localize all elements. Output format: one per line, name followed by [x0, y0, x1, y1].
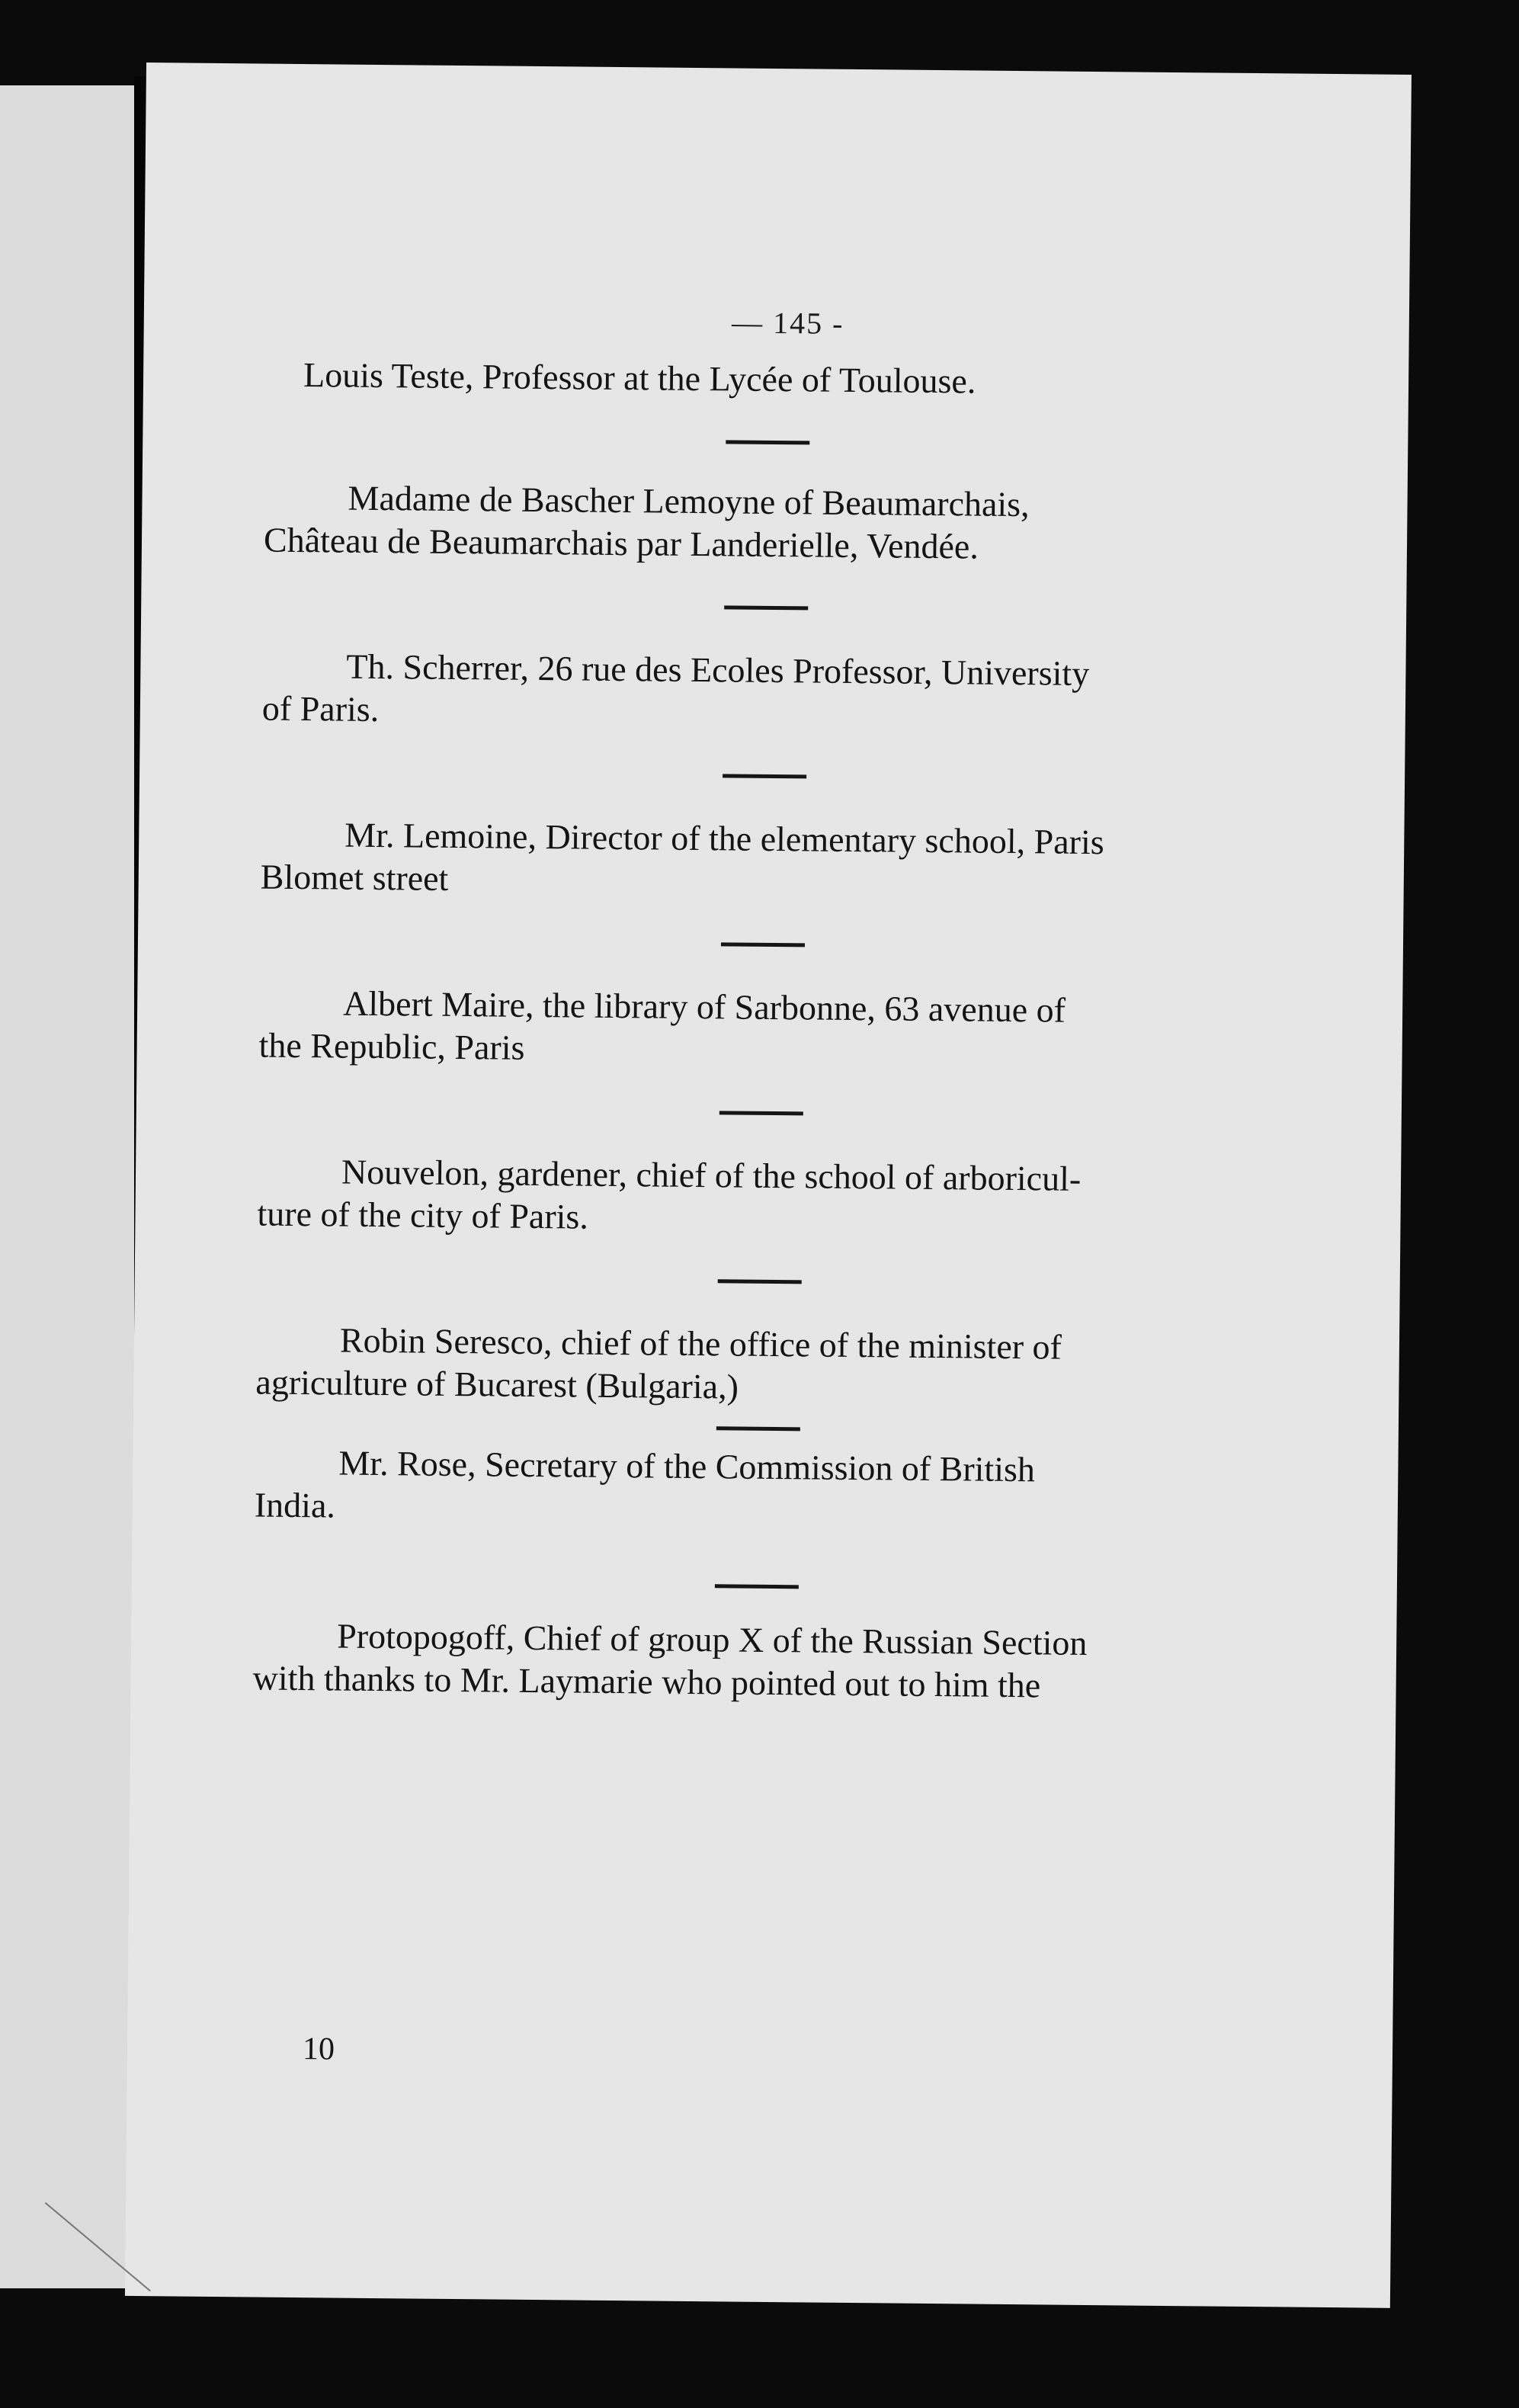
- entry-line: Albert Maire, the library of Sarbonne, 63 avenue of: [342, 983, 1066, 1030]
- entry-nouvelon: [257, 1150, 1264, 1246]
- separator-rule: [721, 942, 805, 947]
- entry-line: Blomet street: [260, 857, 449, 898]
- entry-teste: [265, 354, 1271, 406]
- entry-rose: [255, 1441, 1261, 1536]
- separator-rule: [723, 774, 806, 778]
- entry-scherrer: [262, 645, 1269, 740]
- page-number: — 145 -: [731, 305, 844, 341]
- left-page-edge: [0, 85, 134, 2288]
- entry-lemoine: [261, 813, 1267, 909]
- book-page: [125, 63, 1412, 2308]
- entry-line: of Paris.: [261, 688, 380, 729]
- entry-line: Mr. Rose, Secretary of the Commission of British: [338, 1443, 1036, 1489]
- signature-number: 10: [302, 2031, 335, 2067]
- entry-line: Th. Scherrer, 26 rue des Ecoles Professor, University: [346, 646, 1090, 693]
- separator-rule: [715, 1584, 799, 1589]
- separator-rule: [719, 1111, 803, 1115]
- entry-maire: [258, 982, 1265, 1077]
- entry-protopogoff: [252, 1614, 1259, 1709]
- entry-line: Mr. Lemoine, Director of the elementary school, Paris: [344, 815, 1104, 862]
- separator-rule: [716, 1426, 800, 1431]
- entry-bascher: [264, 476, 1271, 572]
- entry-line: the Republic, Paris: [258, 1025, 525, 1067]
- entry-line: agriculture of Bucarest (Bulgaria,): [255, 1362, 739, 1406]
- entry-line: India.: [254, 1485, 336, 1525]
- entry-line: Protopogoff, Chief of group X of the Russian Section: [336, 1616, 1088, 1663]
- page-content: [252, 354, 1271, 1710]
- entry-line: Madame de Bascher Lemoyne of Beaumarchais,: [348, 478, 1030, 524]
- entry-line: Château de Beaumarchais par Landerielle, Vendée.: [263, 520, 979, 566]
- separator-rule: [726, 440, 809, 444]
- entry-line: with thanks to Mr. Laymarie who pointed out to him the: [252, 1658, 1041, 1705]
- entry-line: ture of the city of Paris.: [257, 1194, 589, 1236]
- separator-rule: [718, 1279, 802, 1284]
- entry-seresco: [255, 1318, 1262, 1413]
- separator-rule: [724, 605, 808, 610]
- entry-line: Nouvelon, gardener, chief of the school of arboricul-: [341, 1152, 1082, 1198]
- entry-line: Robin Seresco, chief of the office of the minister of: [339, 1320, 1062, 1367]
- entry-line: Louis Teste, Professor at the Lycée of Toulouse.: [303, 355, 976, 401]
